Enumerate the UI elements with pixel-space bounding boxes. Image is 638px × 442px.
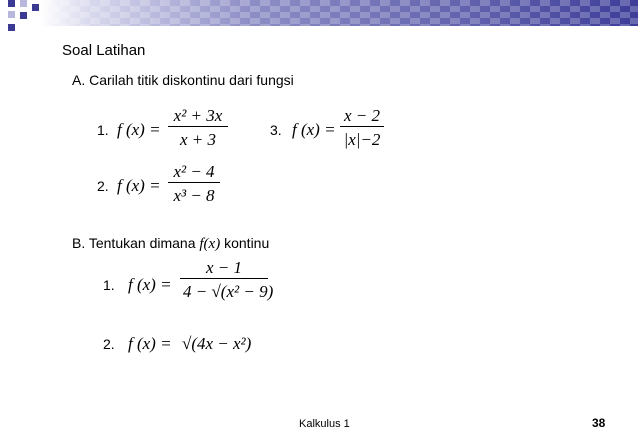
corner-square xyxy=(20,0,27,7)
section-b-function: f(x) xyxy=(199,236,221,252)
b1-number: 1. xyxy=(103,277,115,293)
b1-lhs: f (x) = xyxy=(128,275,172,294)
a3-number: 3. xyxy=(270,122,282,138)
corner-square xyxy=(8,11,15,18)
a2-numerator: x² − 4 xyxy=(173,162,215,181)
a2-fraction xyxy=(168,162,220,206)
section-a-header xyxy=(72,72,294,88)
fraction-bar xyxy=(168,126,228,127)
slide-heading: Soal Latihan xyxy=(62,42,146,59)
fraction-bar xyxy=(180,278,268,279)
a3-fraction xyxy=(340,106,384,150)
footer-course: Kalkulus 1 xyxy=(299,418,350,430)
b1-fraction xyxy=(180,258,274,302)
section-a-text: Carilah titik diskontinu dari fungsi xyxy=(89,72,294,88)
b2-lhs: f (x) = xyxy=(128,334,172,353)
b2-rhs: √(4x − x²) xyxy=(182,334,252,353)
fraction-bar xyxy=(168,182,220,183)
fraction-bar xyxy=(340,126,384,127)
a3-numerator: x − 2 xyxy=(343,106,381,125)
corner-squares-decoration xyxy=(0,0,46,40)
corner-square xyxy=(32,4,39,11)
a3-denominator: |x|−2 xyxy=(343,130,381,149)
a2-denominator: x³ − 8 xyxy=(173,186,215,205)
a1-lhs: f (x) = xyxy=(117,120,161,139)
section-b-text-after: kontinu xyxy=(224,235,270,251)
b2-number: 2. xyxy=(103,336,115,352)
a1-numerator: x² + 3x xyxy=(173,106,223,125)
page-number: 38 xyxy=(592,416,606,430)
top-decorative-band xyxy=(0,0,638,34)
a3-lhs: f (x) = xyxy=(292,120,336,139)
b1-denominator: 4 − √(x² − 9) xyxy=(183,282,274,301)
section-b-text: B. Tentukan dimana xyxy=(72,235,196,251)
a1-denominator: x + 3 xyxy=(179,130,217,149)
section-a-marker: A. xyxy=(72,72,86,88)
a2-lhs: f (x) = xyxy=(117,176,161,195)
a1-fraction xyxy=(168,106,228,150)
corner-square xyxy=(8,0,15,7)
corner-square xyxy=(20,12,27,19)
corner-square xyxy=(8,24,15,31)
b1-numerator: x − 1 xyxy=(205,258,243,277)
a1-number: 1. xyxy=(97,122,109,138)
a2-number: 2. xyxy=(97,178,109,194)
section-b-header xyxy=(72,235,269,253)
